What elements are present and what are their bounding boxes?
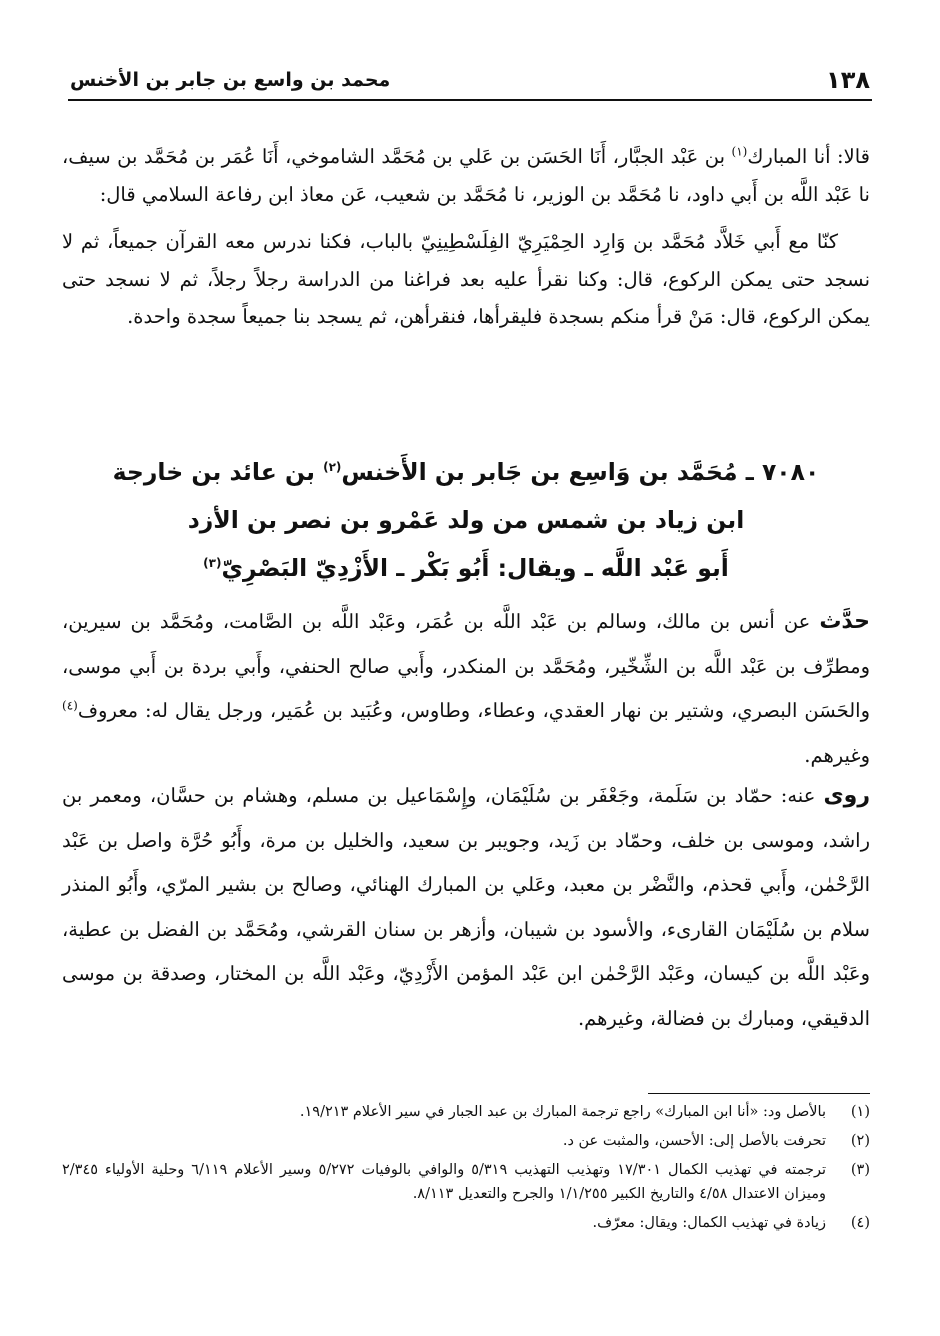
chain-of-narration-paragraph xyxy=(62,138,870,213)
entry-heading-line-1: ٧٠٨٠ ـ مُحَمَّد بن وَاسِع بن جَابر بن الأَخنس$^{(٢)}$ بن عائد بن خارجة xyxy=(112,458,820,486)
haddath-text-end: وغيرهم. xyxy=(804,743,870,767)
footnote-text: زيادة في تهذيب الكمال: ويقال: معرّف. xyxy=(592,1215,826,1231)
chain-text-rest: بن عَبْد الجبَّار، أَنَا الحَسَن بن عَلي بن مُحَمَّد الشاموخي، أَنَا عُمَر بن مُحَمَّد بن سيف، نا عَبْد اللَّه بن أَبي داود، نا مُحَمَّد بن الوزير، نا مُحَمَّد بن شعيب، عَن معاذ ابن رفاعة السلامي قال: xyxy=(62,145,870,206)
chain-text-start: قالا: أنا المبارك xyxy=(747,145,870,168)
footnote-3 xyxy=(62,1158,870,1206)
narrated-by-section xyxy=(62,774,870,1041)
footnote-text: بالأصل ود: «أنا ابن المبارك» راجع ترجمة المبارك بن عبد الجبار في سير الأعلام ١٩/٢١٣. xyxy=(299,1104,826,1120)
footnote-number: (٣) xyxy=(850,1162,870,1178)
page-header xyxy=(70,62,870,98)
footnote-4 xyxy=(62,1211,870,1235)
narrated-from-paragraph xyxy=(62,600,870,778)
narrated-from-section xyxy=(62,600,870,778)
footnotes xyxy=(62,1100,870,1240)
header-rule xyxy=(68,99,872,101)
footnote-number: (٢) xyxy=(850,1133,870,1149)
haddath-text: عن أنس بن مالك، وسالم بن عَبْد اللَّه بن عُمَر، وعَبْد اللَّه بن الصَّامت، ومُحَمَّد بن سيرين، ومطرِّف بن عَبْد اللَّه بن الشِّخّير، ومُحَمَّد بن المنكدر، وأَبي صالح الحنفي، وأَبي بردة بن أَبي موسى، والحَسَن البصري، وشتير بن نهار العقدي، وعطاء، وطاوس، وعُبَيد بن عُمَير، ورجل يقال له: معروف xyxy=(62,610,870,722)
running-title: محمد بن واسع بن جابر بن الأخنس xyxy=(70,69,391,91)
footnote-number: (١) xyxy=(850,1104,870,1120)
footnote-ref-3[interactable]: (٣) xyxy=(203,556,222,571)
footnote-text: ترجمته في تهذيب الكمال ١٧/٣٠١ وتهذيب التهذيب ٥/٣١٩ والوافي بالوفيات ٥/٢٧٢ وسير الأعلام ٦/١١٩ وحلية الأولياء ٢/٣٤٥ وميزان الاعتدال ٤/٥٨ والتاريخ الكبير ١/١/٢٥٥ والجرح والتعديل ٨/١١٣. xyxy=(62,1162,826,1202)
footnote-text: تحرفت بالأصل إلى: الأحسن، والمثبت عن د. xyxy=(562,1133,826,1149)
footnote-number: (٤) xyxy=(850,1215,870,1231)
page-number: ١٣٨ xyxy=(826,66,870,94)
entry-heading-line-3: أَبو عَبْد اللَّه ـ ويقال: أَبُو بَكْر ـ الأَزْدِيّ البَصْرِيّ$^{(٣)}$ xyxy=(203,554,729,582)
footnote-1 xyxy=(62,1100,870,1124)
haddath-lead-word: حدَّث xyxy=(819,609,870,634)
report-paragraph: كنّا مع أَبي خَلاَّد مُحَمَّد بن وَارِد الحِمْيَرِيّ الفِلَسْطِينِيّ بالباب، فكنا ندرس معه القرآن جميعاً، ثم لا نسجد حتى يمكن الركوع، قال: وكنا نقرأ عليه بعد فراغنا من الدراسة رجلاً رجلاً، ثم لا نسجد حتى يمكن الركوع، قال: مَنْ قرأ منكم بسجدة فليقرأها، فنقرأهن، ثم يسجد بنا جميعاً سجدة واحدة. xyxy=(62,230,871,328)
previous-entry-text xyxy=(62,138,870,336)
rawa-text: عنه: حمّاد بن سَلَمة، وجَعْفَر بن سُلَيْمَان، وإِسْمَاعيل بن مسلم، وهشام بن حسَّان، ومعمر بن راشد، وموسى بن خلف، وحمّاد بن زَيد، وجويبر بن سعيد، والخليل بن مرة، وأَبُو حُرَّة واصل بن عَبْد الرَّحْمٰن، وأَبي قحذم، والنَّضْر بن معبد، وعَلي بن المبارك الهنائي، وصالح بن بشير المرّي، وأَبُو المنذر سلام بن سُلَيْمَان القارىء، والأسود بن شيبان، وأزهر بن سنان القرشي، ومُحَمَّد بن الفضل بن عطية، وعَبْد اللَّه بن كيسان، وعَبْد الرَّحْمٰن ابن عَبْد المؤمن الأَزْدِيّ، وعَبْد اللَّه بن المختار، وصدقة بن موسى الدقيقي، ومبارك بن فضالة، وغيرهم. xyxy=(62,784,870,1030)
footnote-separator xyxy=(648,1093,870,1094)
footnote-ref-4[interactable]: (٤) xyxy=(62,698,78,713)
footnote-ref-1[interactable]: (١) xyxy=(731,144,748,159)
footnote-ref-2[interactable]: (٢) xyxy=(323,460,342,475)
narrated-by-paragraph xyxy=(62,774,870,1041)
entry-heading-line-2: ابن زياد بن شمس من ولد عَمْرو بن نصر بن الأزد xyxy=(187,506,745,534)
rawa-lead-word: روى xyxy=(823,783,870,808)
entry-heading xyxy=(62,448,870,592)
footnote-2 xyxy=(62,1129,870,1153)
